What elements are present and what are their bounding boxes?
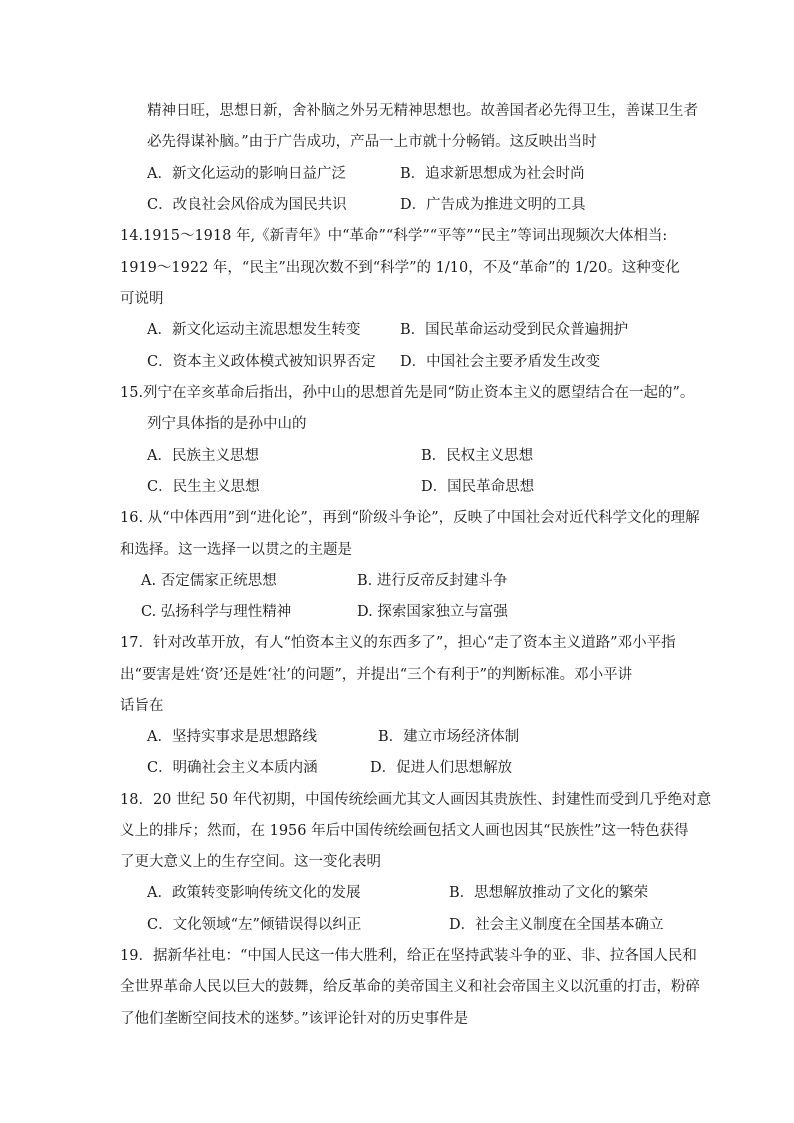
q17-option-c: C．明确社会主义本质内涵 [147, 760, 318, 776]
q17-stem-line-1: 17．针对改革开放，有人“怕资本主义的东西多了”，担心“走了资本主义道路”邓小平指 [120, 635, 676, 651]
q16-stem-line-2: 和选择。这一选择一以贯之的主题是 [120, 542, 352, 558]
q15-stem-line-2: 列宁具体指的是孙中山的 [147, 416, 307, 432]
q16-option-b: B. 进行反帝反封建斗争 [357, 573, 508, 589]
q13-option-d: D．广告成为推进文明的工具 [400, 197, 586, 213]
q13-stem-line-1: 精神日旺，思想日新，舍补脑之外另无精神思想也。故善国者必先得卫生，善谋卫生者 [147, 103, 698, 119]
q19-stem-line-3: 了他们垄断空间技术的迷梦。”该评论针对的历史事件是 [120, 1011, 469, 1027]
q18-option-a: A．政策转变影响传统文化的发展 [147, 885, 361, 901]
q14-stem-line-2: 1919～1922 年，“民主”出现次数不到“科学”的 1/10，不及“革命”的 1/20。这种变化 [120, 260, 680, 276]
q16-option-d: D. 探索国家独立与富强 [357, 604, 508, 620]
q18-option-b: B．思想解放推动了文化的繁荣 [449, 885, 649, 901]
q13-option-a: A．新文化运动的影响日益广泛 [147, 166, 346, 182]
q18-option-c: C．文化领域“左”倾错误得以纠正 [147, 917, 362, 933]
q15-option-c: C．民生主义思想 [147, 479, 260, 495]
q14-option-d: D．中国社会主要矛盾发生改变 [400, 354, 601, 370]
q14-stem-line-1: 14.1915～1918 年,《新青年》中“革命”“科学”“平等”“民主”等词出现频次大体相当: [120, 228, 668, 244]
q13-option-b: B．追求新思想成为社会时尚 [400, 166, 585, 182]
q18-stem-line-1: 18．20 世纪 50 年代初期，中国传统绘画尤其文人画因其贵族性、封建性而受到几乎绝对意 [120, 792, 712, 808]
q16-stem-line-1: 16. 从“中体西用”到“进化论”，再到“阶级斗争论”，反映了中国社会对近代科学文化的理解 [120, 510, 700, 526]
q15-option-a: A．民族主义思想 [147, 448, 259, 464]
q17-stem-line-2: 出“要害是姓‘资’还是姓‘社’的问题”，并提出“三个有利于”的判断标准。邓小平讲 [120, 667, 633, 683]
q14-option-b: B．国民革命运动受到民众普遍拥护 [400, 322, 629, 338]
q14-stem-line-3: 可说明 [120, 291, 164, 307]
q15-option-b: B．民权主义思想 [421, 448, 534, 464]
q13-option-c: C．改良社会风俗成为国民共识 [147, 197, 347, 213]
q16-option-a: A. 否定儒家正统思想 [141, 573, 277, 589]
q16-option-c: C. 弘扬科学与理性精神 [141, 604, 292, 620]
q14-option-a: A．新文化运动主流思想发生转变 [147, 322, 361, 338]
q15-option-d: D．国民革命思想 [421, 479, 535, 495]
q18-stem-line-2: 义上的排斥；然而，在 1956 年后中国传统绘画包括文人画也因其“民族性”这一特色获得 [120, 823, 689, 839]
q18-option-d: D．社会主义制度在全国基本确立 [449, 917, 664, 933]
q17-option-d: D．促进人们思想解放 [370, 760, 513, 776]
q17-stem-line-3: 话旨在 [120, 698, 164, 714]
q13-stem-line-2: 必先得谋补脑。”由于广告成功，产品一上市就十分畅销。这反映出当时 [147, 134, 597, 150]
q19-stem-line-1: 19．据新华社电：“中国人民这一伟大胜利，给正在坚持武装斗争的亚、非、拉各国人民和 [120, 948, 697, 964]
q17-option-b: B．建立市场经济体制 [378, 729, 520, 745]
q15-stem-line-1: 15.列宁在辛亥革命后指出，孙中山的思想首先是同“防止资本主义的愿望结合在一起的”。 [120, 385, 695, 401]
q18-stem-line-3: 了更大意义上的生存空间。这一变化表明 [120, 854, 381, 870]
q17-option-a: A．坚持实事求是思想路线 [147, 729, 317, 745]
q19-stem-line-2: 全世界革命人民以巨大的鼓舞，给反革命的美帝国主义和社会帝国主义以沉重的打击，粉碎 [120, 979, 700, 995]
q14-option-c: C．资本主义政体模式被知识界否定 [147, 354, 376, 370]
